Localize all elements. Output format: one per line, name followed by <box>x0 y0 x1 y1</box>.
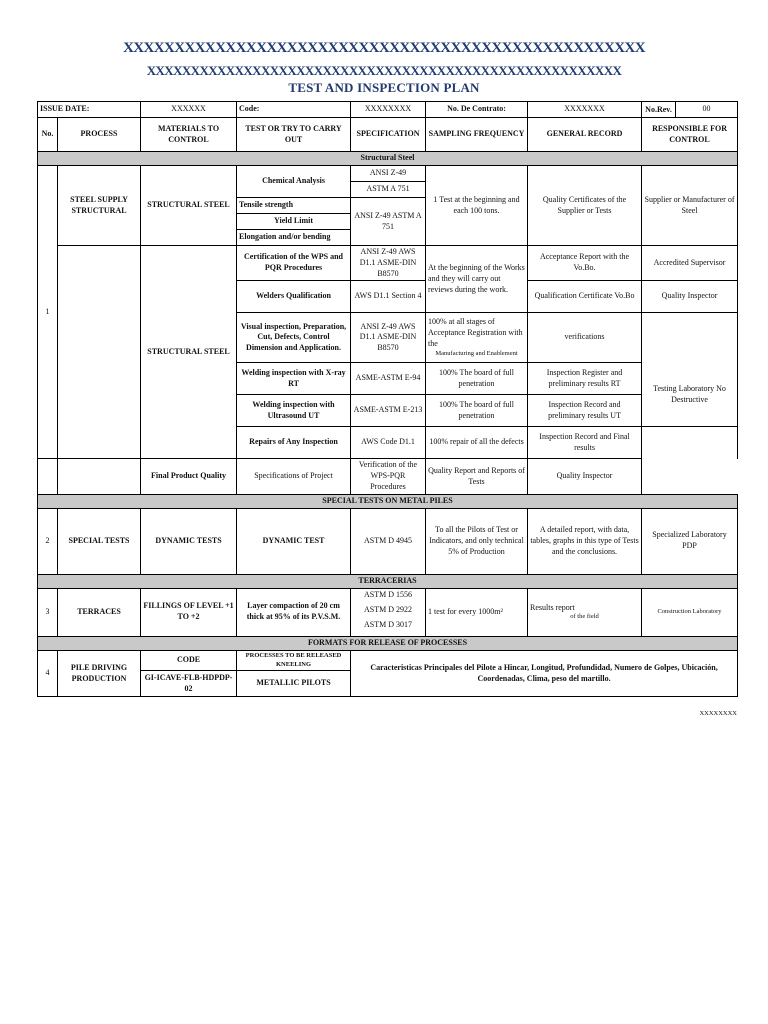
inspection-plan-table <box>37 101 738 697</box>
table-row <box>38 459 738 494</box>
info-row <box>38 102 738 118</box>
test-cell: Chemical Analysis <box>237 166 351 198</box>
sampling-cell: 100% The board of full penetration <box>426 363 528 395</box>
sampling-cell: At the beginning of the Works and they will carry out reviews during the work. <box>426 246 528 313</box>
record-cell <box>528 588 642 636</box>
sampling-cell: Verification of the WPS-PQR Procedures <box>351 459 426 494</box>
item-number: 3 <box>38 588 58 636</box>
test-cell: Final Product Quality <box>141 459 237 494</box>
item-number: 2 <box>38 508 58 574</box>
section-special-tests: SPECIAL TESTS ON METAL PILES <box>38 494 738 508</box>
table-row <box>38 508 738 574</box>
test-cell: Layer compaction of 20 cm thick at 95% of its P.V.S.M. <box>237 588 351 636</box>
test-cell: Repairs of Any Inspection <box>237 427 351 459</box>
responsible-cell: Supplier or Manufacturer of Steel <box>642 166 738 246</box>
process-cell: TERRACES <box>58 588 141 636</box>
record-cell: Quality Report and Reports of Tests <box>426 459 528 494</box>
spec-cell: Specifications of Project <box>237 459 351 494</box>
code-label-cell: CODE <box>141 650 237 671</box>
test-cell: Welding inspection with Ultrasound UT <box>237 395 351 427</box>
spec-cell: AWS D1.1 Section 4 <box>351 281 426 313</box>
responsible-cell: Specialized Laboratory PDP <box>642 508 738 574</box>
process-cell: SPECIAL TESTS <box>58 508 141 574</box>
test-cell: Tensile strength <box>237 198 351 214</box>
materials-cell: DYNAMIC TESTS <box>141 508 237 574</box>
record-cell: Quality Certificates of the Supplier or Tests <box>528 166 642 246</box>
materials-cell: STRUCTURAL STEEL <box>141 166 237 246</box>
record-cell: Inspection Record and preliminary results UT <box>528 395 642 427</box>
responsible-cell: Quality Inspector <box>528 459 642 494</box>
section-row <box>38 494 738 508</box>
test-cell: Certification of the WPS and PQR Procedures <box>237 246 351 281</box>
revision-value: 00 <box>702 104 711 114</box>
spec-cell: ASTM A 751 <box>351 182 426 198</box>
column-header-row <box>38 118 738 152</box>
spec-line: ASTM D 2922 <box>364 604 413 614</box>
test-cell: Welders Qualification <box>237 281 351 313</box>
code-value: XXXXXXXX <box>351 102 426 118</box>
test-cell: DYNAMIC TEST <box>237 508 351 574</box>
materials-cell: FILLINGS OF LEVEL +1 TO +2 <box>141 588 237 636</box>
code-value-cell: GI-ICAVE-FLB-HDPDP-02 <box>141 671 237 697</box>
item-number: 1 <box>38 166 58 459</box>
footer-code: XXXXXXXX <box>699 710 737 717</box>
sampling-cell: 100% repair of all the defects <box>426 427 528 459</box>
revision-cell <box>642 102 738 118</box>
col-process: PROCESS <box>58 118 141 152</box>
spec-line: ASTM D 1556 <box>364 589 413 599</box>
responsible-cell: Testing Laboratory No Destructive <box>642 363 738 427</box>
table-row <box>38 166 738 182</box>
record-cell: Acceptance Report with the Vo.Bo. <box>528 246 642 281</box>
record-cell: Inspection Register and preliminary results RT <box>528 363 642 395</box>
pile-description-cell: Caracteristicas Principales del Pilote a Hincar, Longitud, Profundidad, Numero de Golpes, Ubicación, Coordenadas, Clima, peso del martillo. <box>351 650 738 697</box>
table-row <box>38 588 738 636</box>
responsible-cell: Quality Inspector <box>642 281 738 313</box>
record-cell: A detailed report, with data, tables, graphs in this type of Tests and the conclusions. <box>528 508 642 574</box>
spec-cell: ANSI Z-49 ASTM A 751 <box>351 198 426 246</box>
record-cell: Qualification Certificate Vo.Bo <box>528 281 642 313</box>
sampling-cell: 100% The board of full penetration <box>426 395 528 427</box>
sampling-cell: 1 Test at the beginning and each 100 tons. <box>426 166 528 246</box>
col-record: GENERAL RECORD <box>528 118 642 152</box>
contract-value: XXXXXXX <box>528 102 642 118</box>
record-cell: verifications <box>528 313 642 363</box>
spec-cell: ASTM D 4945 <box>351 508 426 574</box>
sampling-cell: To all the Pilots of Test or Indicators, and only technical 5% of Production <box>426 508 528 574</box>
section-row <box>38 574 738 588</box>
col-no: No. <box>38 118 58 152</box>
table-row <box>38 246 738 281</box>
col-materials: MATERIALS TO CONTROL <box>141 118 237 152</box>
released-value-cell: METALLIC PILOTS <box>237 671 351 697</box>
record-line-1: Results report <box>530 602 575 612</box>
revision-label: No.Rev. <box>642 102 676 117</box>
test-cell: Visual inspection, Preparation, Cut, Defects, Control Dimension and Application. <box>237 313 351 363</box>
document-title: TEST AND INSPECTION PLAN <box>288 80 480 95</box>
sampling-line-1: 100% at all stages of Acceptance Registration with the <box>428 317 523 348</box>
section-terracerias: TERRACERIAS <box>38 574 738 588</box>
col-test: TEST OR TRY TO CARRY OUT <box>237 118 351 152</box>
item-number: 4 <box>38 650 58 697</box>
responsible-cell: Construction Laboratory <box>642 588 738 636</box>
test-cell: Welding inspection with X-ray RT <box>237 363 351 395</box>
document-header-line-2: XXXXXXXXXXXXXXXXXXXXXXXXXXXXXXXXXXXXXXXXXXXXXXXXXXXXXX <box>146 63 622 78</box>
record-cell: Inspection Record and Final results <box>528 427 642 459</box>
responsible-cell: Accredited Supervisor <box>642 246 738 281</box>
section-row <box>38 636 738 650</box>
spec-cell <box>351 588 426 636</box>
spec-cell: AWS Code D1.1 <box>351 427 426 459</box>
section-structural-steel: Structural Steel <box>38 152 738 166</box>
process-cell: PILE DRIVING PRODUCTION <box>58 650 141 697</box>
contract-label: No. De Contrato: <box>426 102 528 118</box>
col-responsible: RESPONSIBLE FOR CONTROL <box>642 118 738 152</box>
col-sampling: SAMPLING FREQUENCY <box>426 118 528 152</box>
spec-cell: ANSI Z-49 AWS D1.1 ASME-DIN B8570 <box>351 246 426 281</box>
released-label-cell: PROCESSES TO BE RELEASED KNEELING <box>237 650 351 671</box>
sampling-cell <box>426 313 528 363</box>
code-label: Code: <box>237 102 351 118</box>
issue-date-label: ISSUE DATE: <box>38 102 141 118</box>
section-release-formats: FORMATS FOR RELEASE OF PROCESSES <box>38 636 738 650</box>
test-cell: Elongation and/or bending <box>237 230 351 246</box>
sampling-cell: 1 test for every 1000m² <box>426 588 528 636</box>
spec-cell: ANSI Z-49 AWS D1.1 ASME-DIN B8570 <box>351 313 426 363</box>
spec-line: ASTM D 3017 <box>364 619 413 629</box>
sampling-line-2: Manufacturing and Enablement <box>435 349 518 357</box>
process-cell: STEEL SUPPLY STRUCTURAL <box>58 166 141 246</box>
record-line-2: of the field <box>570 613 599 621</box>
spec-cell: ASME-ASTM E-213 <box>351 395 426 427</box>
document-header-line-1: XXXXXXXXXXXXXXXXXXXXXXXXXXXXXXXXXXXXXXXXXXXXXXXXXXX <box>123 40 645 56</box>
issue-date-value: XXXXXX <box>141 102 237 118</box>
test-cell: Yield Limit <box>237 214 351 230</box>
materials-cell: STRUCTURAL STEEL <box>141 246 237 459</box>
spec-cell: ANSI Z-49 <box>351 166 426 182</box>
section-row <box>38 152 738 166</box>
table-row <box>38 650 738 671</box>
spec-cell: ASME-ASTM E-94 <box>351 363 426 395</box>
col-specification: SPECIFICATION <box>351 118 426 152</box>
